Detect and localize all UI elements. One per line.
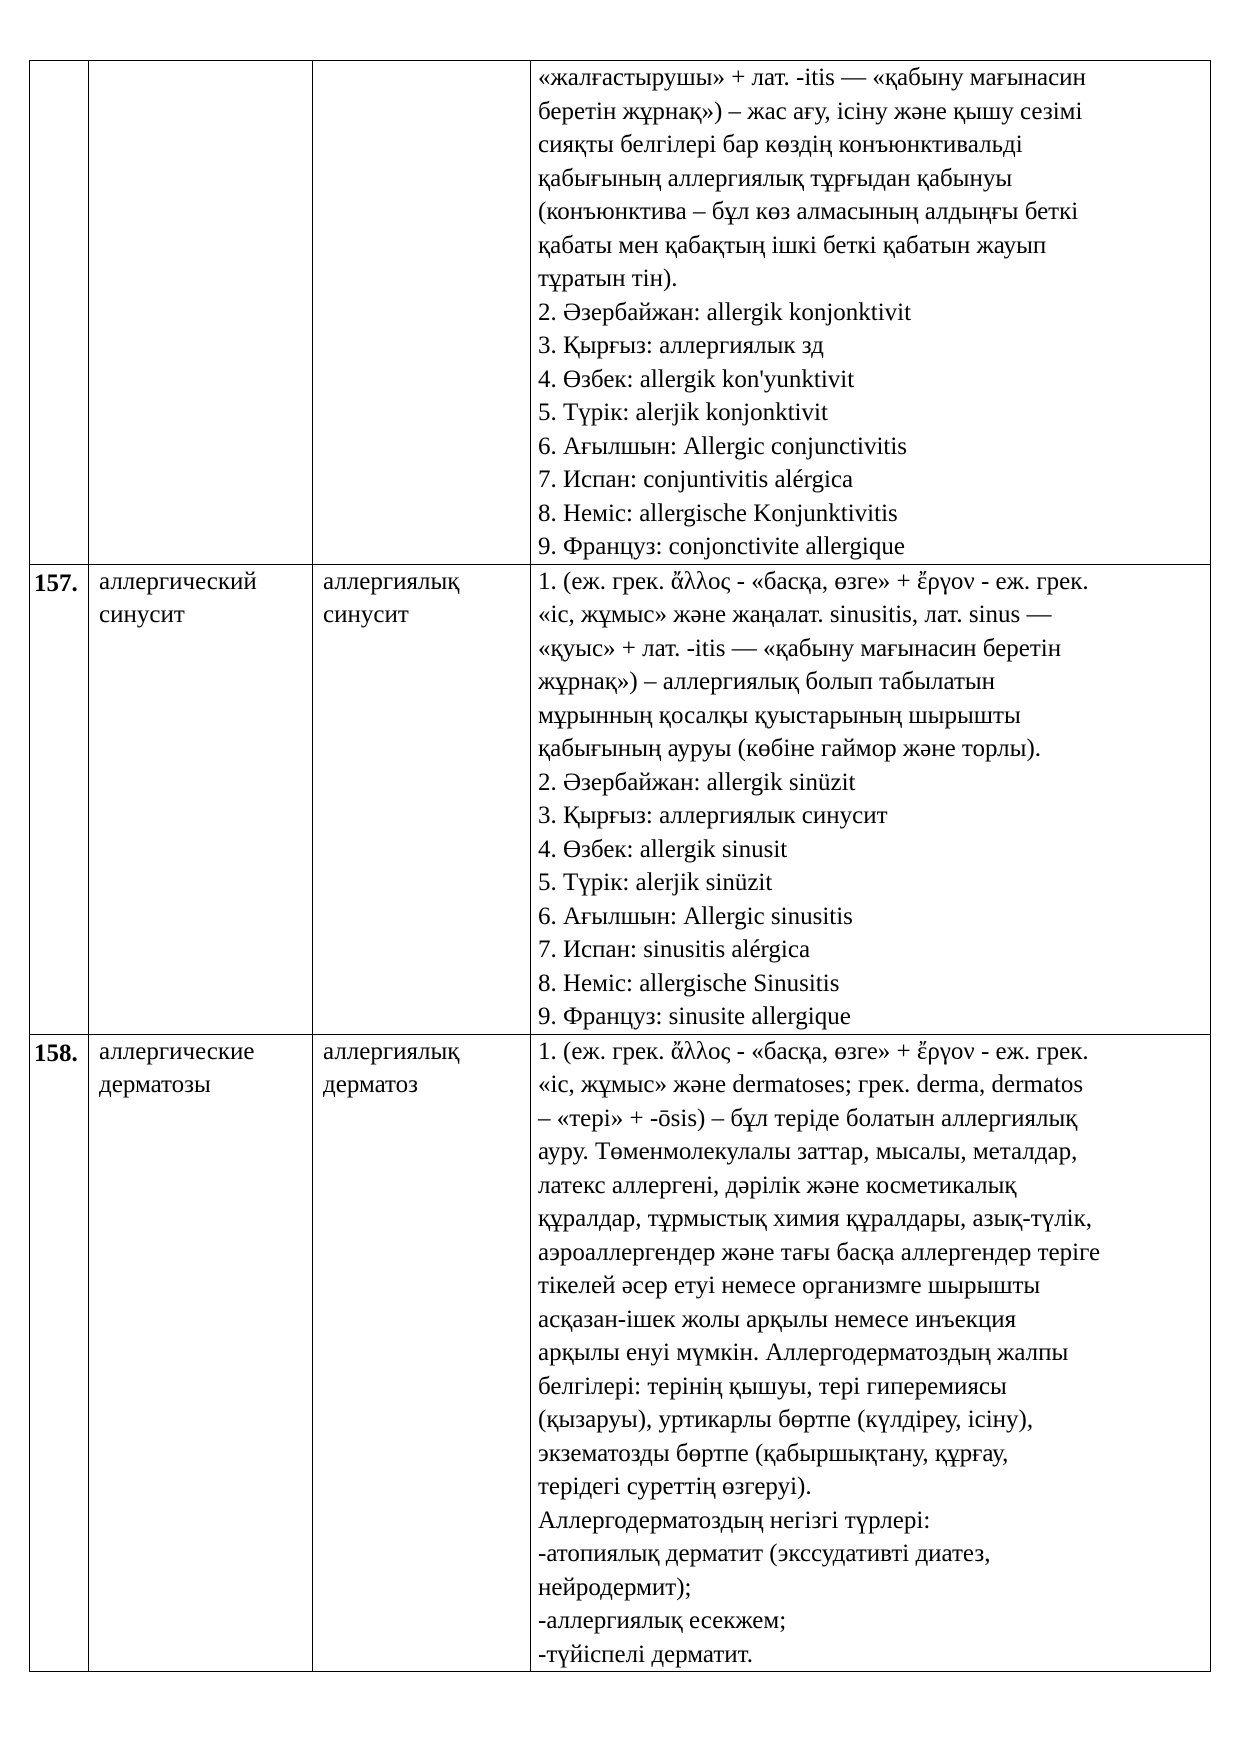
definition-line: 6. Ағылшын: Allergic conjunctivitis	[538, 432, 908, 460]
russian-term	[89, 1034, 313, 1672]
definition-cell	[531, 564, 1211, 1034]
definition-line: латекс аллергені, дәрілік және косметикалық	[538, 1171, 1017, 1199]
russian-term	[89, 564, 313, 1034]
table-row	[30, 61, 1211, 565]
term-line: аллергиялық	[323, 567, 460, 595]
definition-line: – «тері» + -ōsis) – бұл теріде болатын аллергиялық	[538, 1104, 1078, 1132]
definition-line: 9. Француз: conjonctivite allergique	[538, 533, 905, 560]
definition-line: беретін жұрнақ») – жас ағу, ісіну және қышу сезімі	[538, 97, 1083, 125]
table-row	[30, 1034, 1211, 1672]
definition-line: -түйіспелі дерматит.	[538, 1640, 753, 1668]
definition-line: құралдар, тұрмыстық химия құралдары, азық-түлік,	[538, 1205, 1092, 1232]
definition-line: 7. Испан: conjuntivitis alérgica	[538, 466, 854, 493]
definition-line: жұрнақ») – аллергиялық болып табылатын	[538, 668, 996, 695]
definition-line: 5. Түрік: alerjik sinüzit	[538, 869, 773, 896]
definition-line: 4. Өзбек: allergik sinusit	[538, 835, 788, 863]
row-number: 157.	[30, 564, 89, 1034]
term-line: синусит	[99, 601, 185, 628]
definition-line: қабаты мен қабақтың ішкі беткі қабатын жауып	[538, 231, 1047, 259]
term-line: аллергические	[99, 1037, 255, 1065]
definition-line: -атопиялық дерматит (экссудативті диатез,	[538, 1540, 991, 1567]
term-line: аллергический	[99, 567, 257, 595]
definition-line: нейродермит);	[538, 1573, 692, 1601]
definition-line: «іс, жұмыс» және жаңалат. sinusitis, лат. sinus —	[538, 601, 1052, 628]
term-line: дерматоз	[323, 1071, 419, 1098]
definition-line: сияқты белгілері бар көздің конъюнктивальді	[538, 131, 1023, 158]
kazakh-term	[313, 564, 531, 1034]
definition-line: экзематозды бөртпе (қабыршықтану, құрғау,	[538, 1439, 1009, 1467]
definition-line: ауру. Төменмолекулалы заттар, мысалы, металдар,	[538, 1138, 1078, 1165]
definition-line: 3. Қырғыз: аллергиялык синусит	[538, 802, 888, 829]
definition-line: тұратын тін).	[538, 265, 678, 292]
definition-line: қабығының аллергиялық тұрғыдан қабынуы	[538, 164, 1013, 192]
glossary-table	[29, 60, 1211, 1672]
definition-line: 7. Испан: sinusitis alérgica	[538, 936, 811, 963]
definition-line: терідегі суреттің өзгеруі).	[538, 1473, 812, 1500]
definition-line: «жалғастырушы» + лат. -itis — «қабыну мағынасин	[538, 64, 1086, 91]
definition-line: белгілері: терінің қышуы, тері гиперемиясы	[538, 1372, 1007, 1400]
definition-line: 5. Түрік: alerjik konjonktivit	[538, 399, 828, 426]
definition-cell	[531, 61, 1211, 565]
definition-line: 2. Әзербайжан: allergik sinüzit	[538, 768, 856, 796]
term-line: синусит	[323, 601, 409, 628]
definition-line: 8. Неміс: allergische Konjunktivitis	[538, 499, 898, 527]
term-line: аллергиялық	[323, 1037, 460, 1065]
russian-term	[89, 61, 313, 565]
row-number	[30, 61, 89, 565]
definition-line: 8. Неміс: allergische Sinusitis	[538, 969, 840, 997]
definition-line: «қуыс» + лат. -itis — «қабыну мағынасин беретін	[538, 634, 1062, 662]
definition-line: мұрынның қосалқы қуыстарының шырышты	[538, 701, 1021, 729]
definition-line: асқазан-ішек жолы арқылы немесе инъекция	[538, 1305, 1017, 1333]
definition-line: тікелей әсер етуі немесе организмге шырышты	[538, 1272, 1041, 1299]
definition-line: қабығының ауруы (көбіне гаймор және торлы).	[538, 735, 1042, 762]
definition-line: аэроаллергендер және тағы басқа аллергендер теріге	[538, 1238, 1101, 1266]
definition-line: -аллергиялық есекжем;	[538, 1607, 787, 1634]
definition-line: 4. Өзбек: allergik kon'yunktivit	[538, 365, 855, 393]
definition-line: 6. Ағылшын: Allergic sinusitis	[538, 902, 853, 930]
table-row	[30, 564, 1211, 1034]
definition-line: 1. (еж. грек. ἄλλος - «басқа, өзге» + ἔργον - еж. грек.	[538, 567, 1089, 595]
term-line: дерматозы	[99, 1071, 211, 1098]
definition-cell	[531, 1034, 1211, 1672]
definition-line: «іс, жұмыс» және dermatoses; грек. derma, dermatos	[538, 1071, 1084, 1098]
definition-line: (қызаруы), уртикарлы бөртпе (күлдіреу, ісіну),	[538, 1406, 1034, 1433]
kazakh-term	[313, 61, 531, 565]
definition-line: арқылы енуі мүмкін. Аллергодерматоздың жалпы	[538, 1339, 1069, 1366]
definition-line: (конъюнктива – бұл көз алмасының алдыңғы беткі	[538, 198, 1079, 225]
row-number: 158.	[30, 1034, 89, 1672]
definition-line: 1. (еж. грек. ἄλλος - «басқа, өзге» + ἔργον - еж. грек.	[538, 1037, 1089, 1065]
definition-line: 2. Әзербайжан: allergik konjonktivit	[538, 298, 912, 326]
definition-line: Аллергодерматоздың негізгі түрлері:	[538, 1506, 931, 1534]
kazakh-term	[313, 1034, 531, 1672]
definition-line: 3. Қырғыз: аллергиялык зд	[538, 332, 824, 359]
definition-line: 9. Француз: sinusite allergique	[538, 1003, 851, 1030]
